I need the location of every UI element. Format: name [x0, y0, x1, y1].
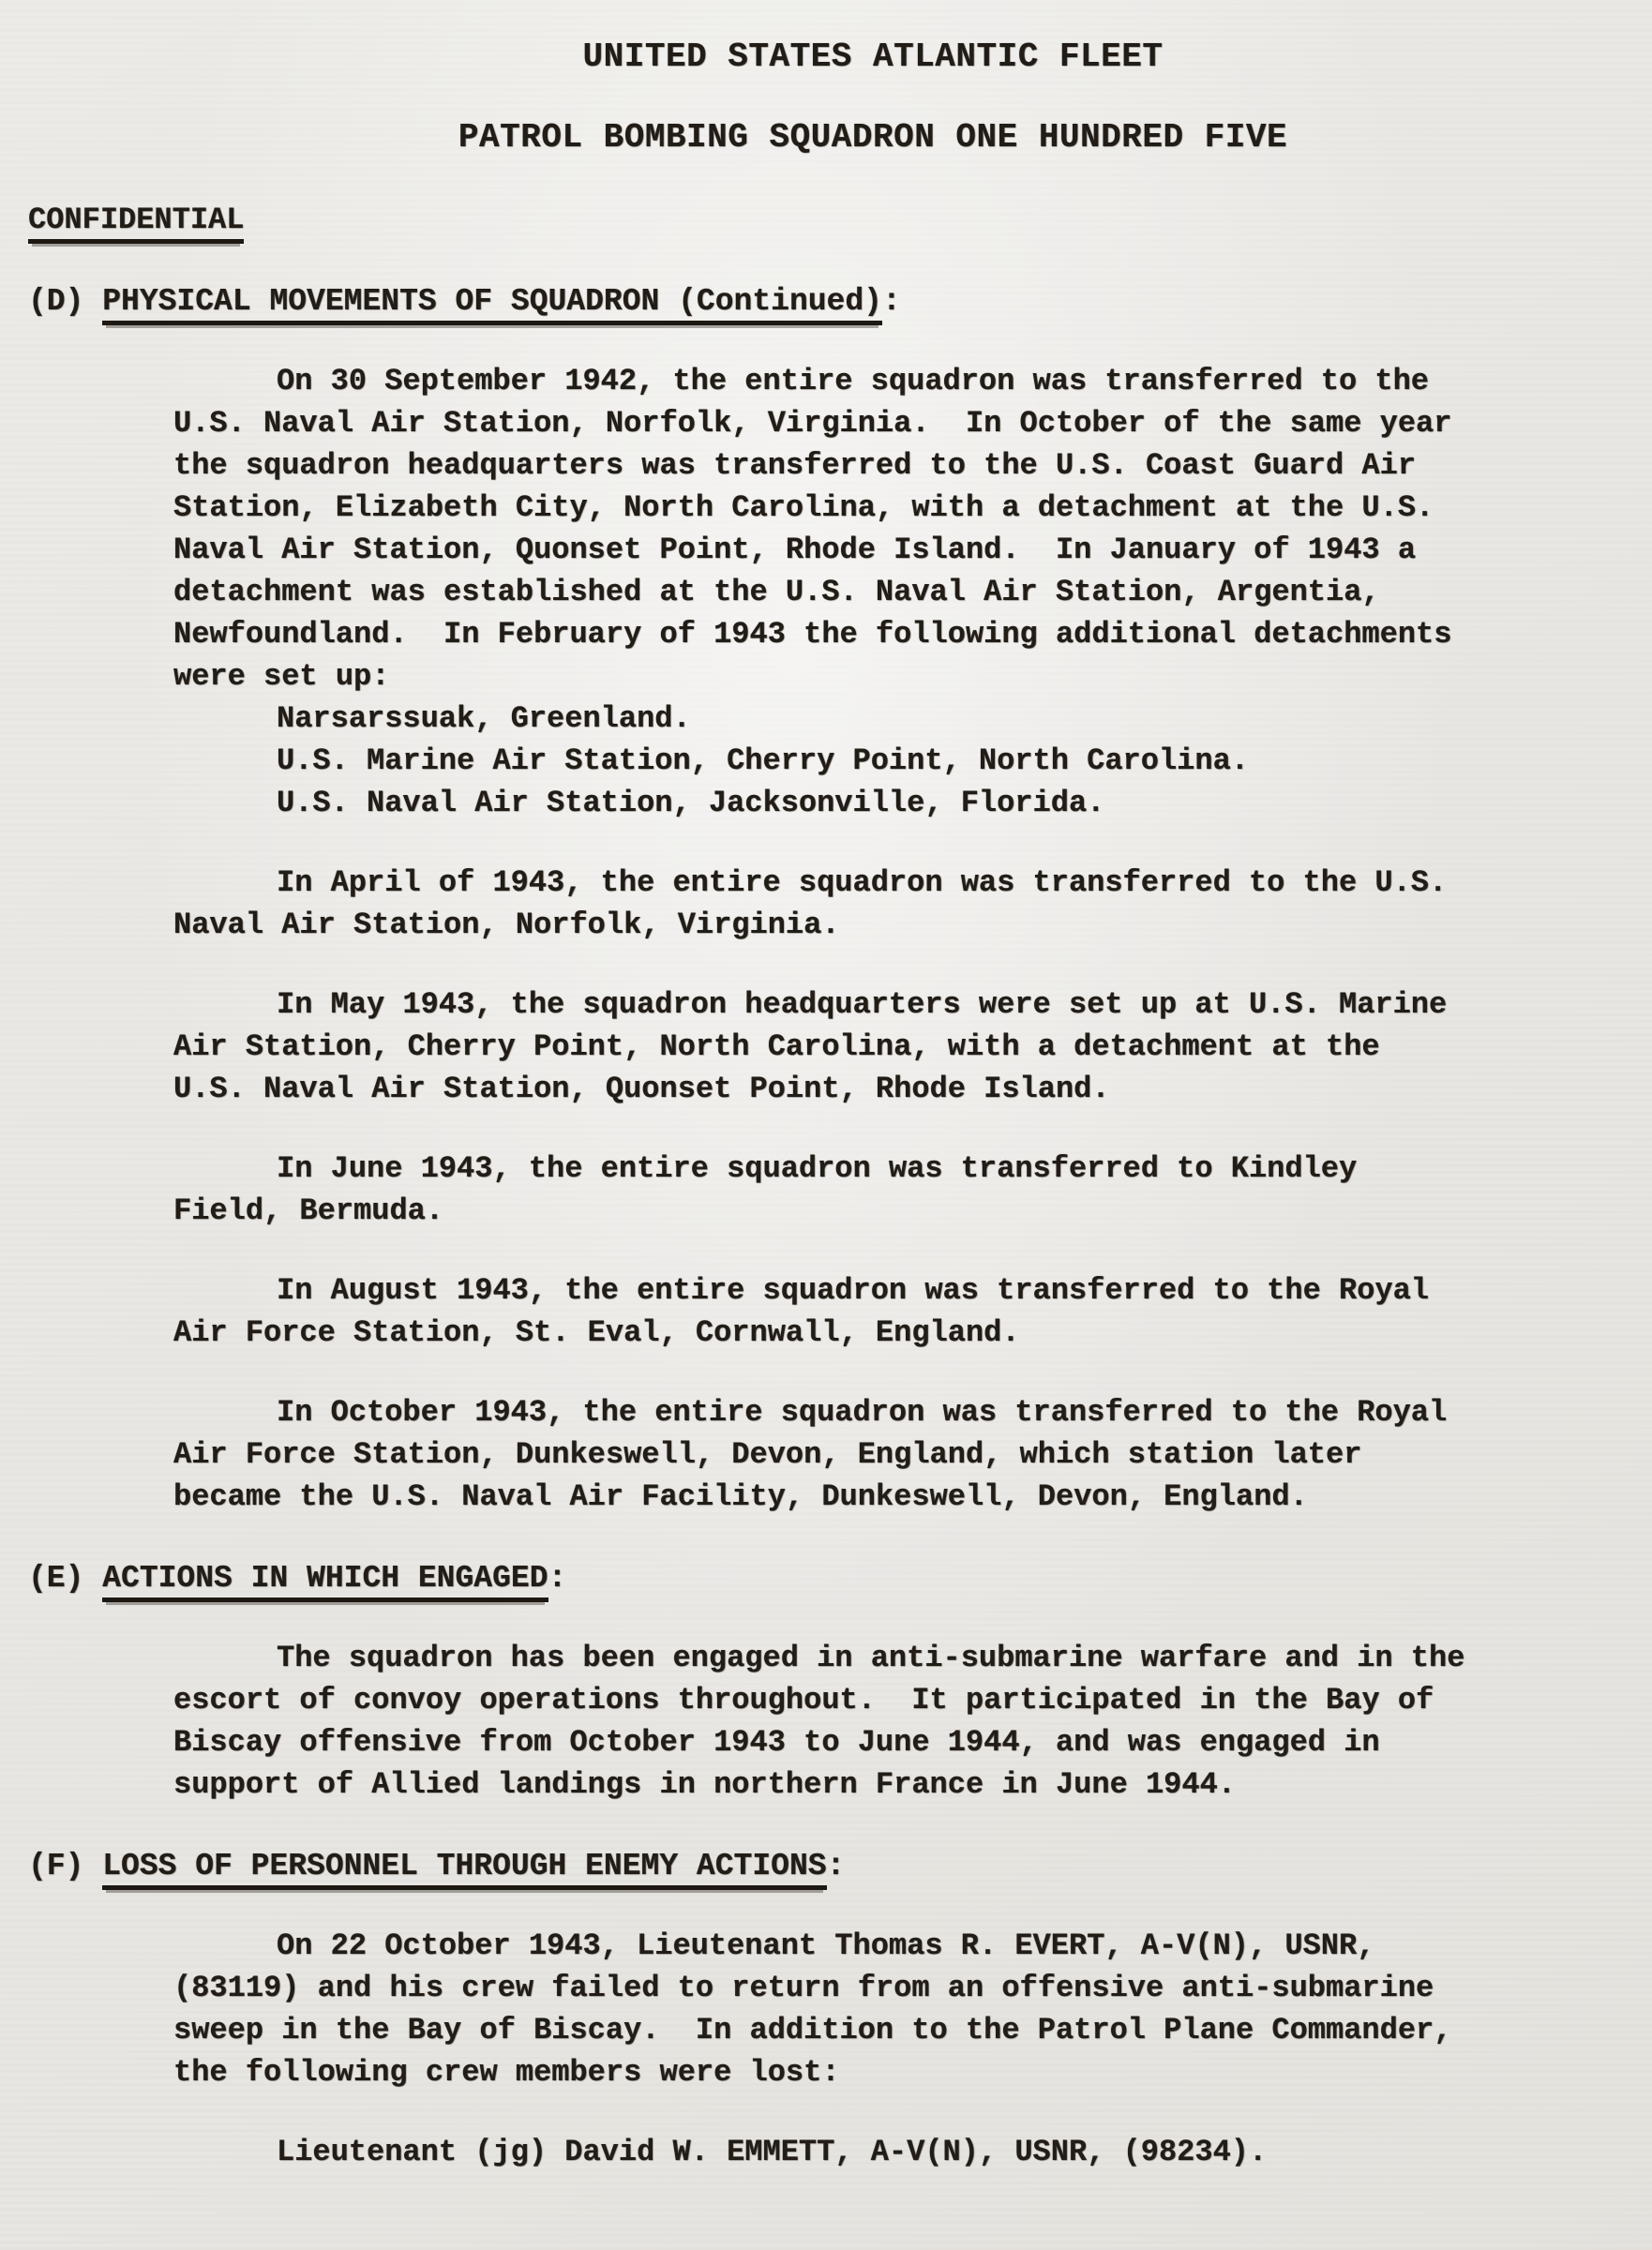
section-letter: (E): [28, 1561, 103, 1596]
list-item: Narsarssuak, Greenland.: [277, 701, 691, 736]
detachment-list: [277, 698, 1614, 824]
paragraph-line: On 30 September 1942, the entire squadron was transferred to the: [277, 364, 1429, 398]
section-title: PHYSICAL MOVEMENTS OF SQUADRON (Continued): [102, 284, 882, 325]
paragraph-line: Lieutenant (jg) David W. EMMETT, A-V(N), USNR, (98234).: [277, 2135, 1268, 2169]
paragraph-line: Naval Air Station, Norfolk, Virginia.: [173, 908, 840, 942]
paragraph-line: In October 1943, the entire squadron was transferred to the Royal: [277, 1395, 1448, 1430]
paragraph-line: In August 1943, the entire squadron was transferred to the Royal: [277, 1273, 1429, 1308]
paragraph-line: support of Allied landings in northern France in June 1944.: [173, 1767, 1236, 1802]
paragraph: [173, 2131, 1614, 2173]
paragraph-line: The squadron has been engaged in anti-submarine warfare and in the: [277, 1641, 1465, 1675]
document-title: [28, 116, 1614, 159]
section-colon: :: [881, 284, 901, 319]
paragraph: [173, 1391, 1614, 1518]
document-title: [28, 36, 1614, 79]
paragraph-line: (83119) and his crew failed to return from an offensive anti-submarine: [173, 1971, 1434, 2005]
paragraph-line: In April of 1943, the entire squadron was transferred to the U.S.: [277, 865, 1448, 900]
paragraph: [173, 1269, 1614, 1354]
list-item: U.S. Naval Air Station, Jacksonville, Florida.: [277, 786, 1105, 820]
paragraph-line: Air Station, Cherry Point, North Carolina, with a detachment at the: [173, 1029, 1380, 1064]
classification-text: CONFIDENTIAL: [28, 202, 244, 244]
section-title: LOSS OF PERSONNEL THROUGH ENEMY ACTIONS: [102, 1849, 826, 1890]
paragraph: [173, 983, 1614, 1110]
paragraph-line: were set up:: [173, 659, 390, 694]
paragraph-line: the following crew members were lost:: [173, 2055, 840, 2090]
document-title-text: PATROL BOMBING SQUADRON ONE HUNDRED FIVE: [458, 118, 1288, 157]
paragraph-line: Biscay offensive from October 1943 to June 1944, and was engaged in: [173, 1725, 1380, 1760]
paragraph: [173, 360, 1614, 698]
paragraph-line: Air Force Station, Dunkeswell, Devon, England, which station later: [173, 1437, 1362, 1472]
list-item: U.S. Marine Air Station, Cherry Point, North Carolina.: [277, 743, 1249, 778]
section-heading: [28, 280, 1614, 322]
paragraph-line: In May 1943, the squadron headquarters were set up at U.S. Marine: [277, 987, 1448, 1022]
paragraph-line: Naval Air Station, Quonset Point, Rhode Island. In January of 1943 a: [173, 532, 1417, 567]
paragraph-line: In June 1943, the entire squadron was transferred to Kindley: [277, 1151, 1358, 1186]
paragraph-line: became the U.S. Naval Air Facility, Dunkeswell, Devon, England.: [173, 1479, 1308, 1514]
section-colon: :: [548, 1561, 567, 1596]
section-letter: (F): [28, 1849, 103, 1883]
paragraph: [173, 1148, 1614, 1232]
paragraph-line: Air Force Station, St. Eval, Cornwall, England.: [173, 1315, 1020, 1350]
paragraph-line: sweep in the Bay of Biscay. In addition to the Patrol Plane Commander,: [173, 2013, 1452, 2048]
paragraph: [173, 1925, 1614, 2093]
paragraph-line: Station, Elizabeth City, North Carolina, with a detachment at the U.S.: [173, 490, 1434, 525]
document-title-text: UNITED STATES ATLANTIC FLEET: [582, 38, 1164, 76]
section-colon: :: [826, 1849, 846, 1883]
paragraph-line: On 22 October 1943, Lieutenant Thomas R. EVERT, A-V(N), USNR,: [277, 1928, 1375, 1963]
classification-banner: [28, 199, 1614, 241]
paragraph-line: Newfoundland. In February of 1943 the following additional detachments: [173, 617, 1452, 652]
paragraph-line: escort of convoy operations throughout. It participated in the Bay of: [173, 1683, 1434, 1718]
paragraph-line: U.S. Naval Air Station, Norfolk, Virginia. In October of the same year: [173, 406, 1452, 441]
section-heading: [28, 1845, 1614, 1887]
paragraph-line: detachment was established at the U.S. Naval Air Station, Argentia,: [173, 575, 1380, 609]
paragraph-line: U.S. Naval Air Station, Quonset Point, Rhode Island.: [173, 1072, 1110, 1106]
paragraph-line: the squadron headquarters was transferred to the U.S. Coast Guard Air: [173, 448, 1417, 483]
section-letter: (D): [28, 284, 103, 319]
section-heading: [28, 1557, 1614, 1599]
section-title: ACTIONS IN WHICH ENGAGED: [102, 1561, 548, 1602]
paragraph: [173, 1637, 1614, 1806]
paragraph-line: Field, Bermuda.: [173, 1193, 444, 1228]
paragraph: [173, 862, 1614, 946]
